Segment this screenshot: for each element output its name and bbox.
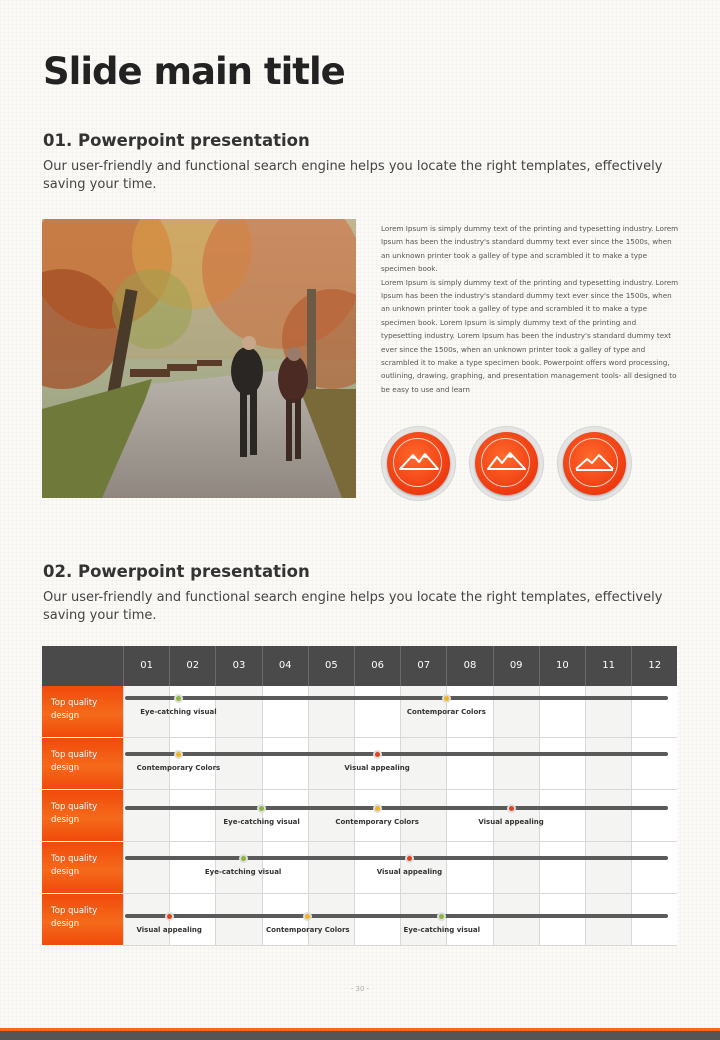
grid-cell (123, 790, 169, 842)
timeline-row (42, 842, 677, 894)
milestone-dot (405, 854, 414, 863)
milestone-dot (373, 804, 382, 813)
mountain-icon (397, 445, 440, 479)
grid-cell (539, 790, 585, 842)
milestone-label: Eye-catching visual (403, 926, 480, 934)
grid-cell (123, 842, 169, 894)
section-2-description: Our user-friendly and functional search engine helps you locate the right templates, effectively saving your time. (43, 590, 663, 623)
milestone-dot (239, 854, 248, 863)
month-header: 04 (262, 646, 308, 686)
month-header: 01 (123, 646, 169, 686)
month-header: 05 (308, 646, 354, 686)
mountain-icon (485, 445, 528, 479)
timeline-table (42, 646, 677, 948)
grid-cell (215, 790, 261, 842)
milestone-label: Visual appealing (376, 868, 443, 876)
grid-cell (631, 842, 677, 894)
timeline-row (42, 790, 677, 842)
grid-cell (631, 790, 677, 842)
mountain-badge-2 (469, 426, 544, 501)
grid-cell (539, 842, 585, 894)
grid-cell (493, 790, 539, 842)
grid-cell (215, 738, 261, 790)
grid-cell (308, 894, 354, 946)
row-label: Top quality design (42, 790, 123, 842)
milestone-dot (437, 912, 446, 921)
grid-cell (585, 842, 631, 894)
section-2-title: 02. Powerpoint presentation (43, 562, 310, 581)
grid-cell (215, 894, 261, 946)
month-header: 02 (169, 646, 215, 686)
timeline-header (42, 646, 677, 686)
timeline-row (42, 894, 677, 946)
grid-cell (631, 738, 677, 790)
milestone-dot (257, 804, 266, 813)
timeline-bar (125, 696, 668, 700)
grid-cell (585, 894, 631, 946)
timeline-bar (125, 914, 668, 918)
month-header: 11 (585, 646, 631, 686)
grid-cell (354, 686, 400, 738)
milestone-dot (165, 912, 174, 921)
page-number: - 30 - (350, 985, 370, 993)
grid-cell (123, 894, 169, 946)
body-text (381, 222, 679, 396)
grid-cell (308, 842, 354, 894)
grid-cell (585, 686, 631, 738)
month-header: 10 (539, 646, 585, 686)
row-label: Top quality design (42, 738, 123, 790)
timeline-bar (125, 752, 668, 756)
milestone-dot (303, 912, 312, 921)
section-1-title: 01. Powerpoint presentation (43, 131, 310, 150)
grid-cell (308, 790, 354, 842)
month-header: 09 (493, 646, 539, 686)
milestone-label: Contemporary Colors (136, 764, 221, 772)
milestone-label: Eye-catching visual (204, 868, 282, 876)
grid-cell (446, 790, 492, 842)
grid-cell (262, 894, 308, 946)
grid-cell (262, 686, 308, 738)
month-header: 06 (354, 646, 400, 686)
grid-cell (169, 894, 215, 946)
grid-cell (539, 738, 585, 790)
grid-cell (539, 894, 585, 946)
month-header: 12 (631, 646, 677, 686)
milestone-label: Eye-catching visual (223, 818, 300, 826)
month-header: 08 (446, 646, 492, 686)
timeline-corner (42, 646, 123, 686)
grid-cell (400, 790, 446, 842)
month-header: 07 (400, 646, 446, 686)
timeline-bar (125, 856, 668, 860)
body-paragraph-1: Lorem Ipsum is simply dummy text of the printing and typesetting industry. Lorem Ipsum has been the industry's standard dummy text ever since the 1500s, when an unknown printer took a galley of type and scrambled it to make a type specimen book. (381, 224, 679, 274)
grid-cell (169, 790, 215, 842)
milestone-dot (174, 750, 183, 759)
row-label: Top quality design (42, 842, 123, 894)
milestone-label: Contemporar Colors (406, 708, 486, 716)
mountain-icon (573, 445, 616, 479)
grid-cell (631, 894, 677, 946)
row-label: Top quality design (42, 686, 123, 738)
milestone-label: Contemporary Colors (266, 926, 350, 934)
timeline-row (42, 738, 677, 790)
timeline-bar (125, 806, 668, 810)
mountain-badge-3 (557, 426, 632, 501)
grid-cell (354, 894, 400, 946)
mountain-badge-1 (381, 426, 456, 501)
grid-cell (308, 686, 354, 738)
month-header: 03 (215, 646, 261, 686)
milestone-dot (174, 694, 183, 703)
grid-cell (493, 738, 539, 790)
grid-cell (446, 894, 492, 946)
milestone-label: Visual appealing (136, 926, 202, 934)
grid-cell (539, 686, 585, 738)
milestone-dot (442, 694, 451, 703)
grid-cell (493, 686, 539, 738)
footer-bar (0, 1028, 720, 1040)
milestone-label: Eye-catching visual (140, 708, 217, 716)
grid-cell (262, 790, 308, 842)
grid-cell (493, 894, 539, 946)
grid-cell (446, 842, 492, 894)
slide-title: Slide main title (43, 50, 345, 93)
milestone-dot (507, 804, 516, 813)
grid-cell (631, 686, 677, 738)
grid-cell (354, 790, 400, 842)
milestone-label: Contemporary Colors (335, 818, 419, 826)
grid-cell (446, 738, 492, 790)
timeline-row (42, 686, 677, 738)
grid-cell (585, 738, 631, 790)
milestone-label: Visual appealing (478, 818, 544, 826)
grid-cell (262, 738, 308, 790)
body-paragraph-2: Lorem Ipsum is simply dummy text of the printing and typesetting industry. Lorem Ipsum has been the industry's standard dummy text ever since the 1500s, when an unknown printer took a galley of type and scrambled it to make a type specimen book. Lorem Ipsum is simply dummy text of the printing and typesetting industry. Lorem Ipsum has been the industry's standard dummy text ever since the 1500s, when an unknown printer took a galley of type and scrambled it to make a type specimen book. Powerpoint offers word processing, outlining, drawing, graphing, and presentation management tools- all designed to be easy to use and learn (381, 277, 679, 394)
milestone-dot (373, 750, 382, 759)
autumn-park-photo (42, 219, 356, 498)
section-1-description: Our user-friendly and functional search engine helps you locate the right templates, effectively saving your time. (43, 159, 663, 192)
grid-cell (215, 686, 261, 738)
milestone-label: Visual appealing (344, 764, 410, 772)
row-label: Top quality design (42, 894, 123, 946)
grid-cell (585, 790, 631, 842)
grid-cell (493, 842, 539, 894)
